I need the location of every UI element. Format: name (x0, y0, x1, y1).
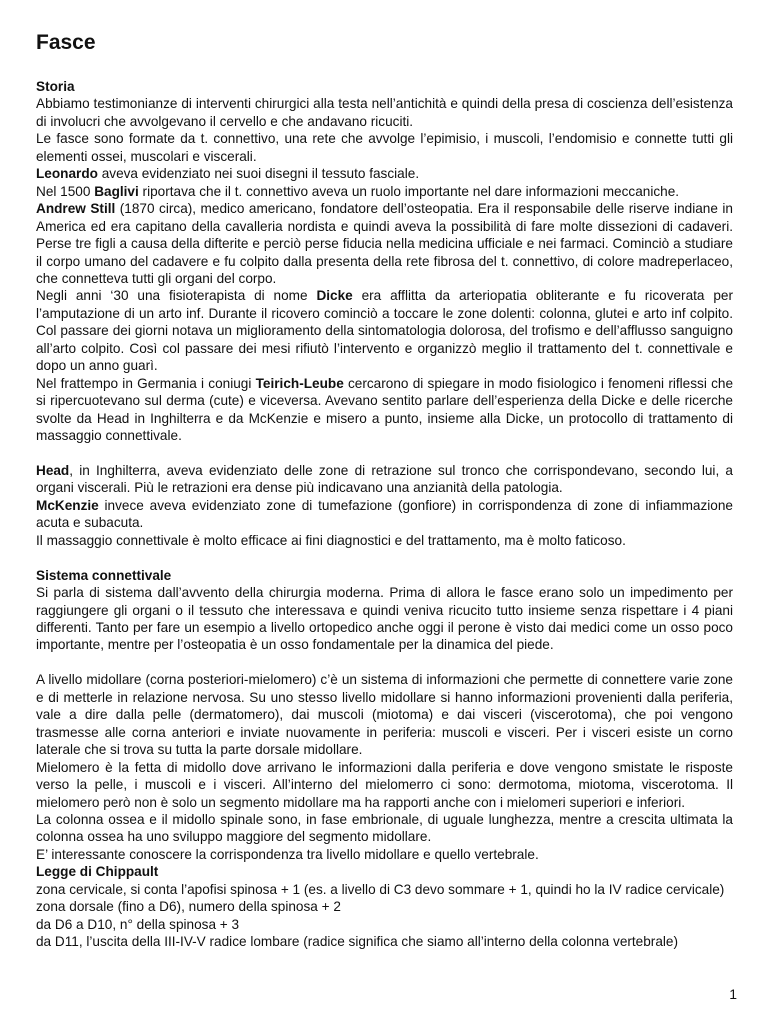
section-heading-storia: Storia (36, 79, 75, 94)
paragraph: E’ interessante conoscere la corrispondenza tra livello midollare e quello vertebrale. (36, 846, 539, 862)
section-gap (36, 549, 733, 566)
paragraph: Negli anni ‘30 una fisioterapista di nome Dicke era afflitta da arteriopatia obliterante e fu ricoverata per l’amputazione di un arto inf. Durante il ricovero cominciò a toccare le zone dolenti: colonna, glutei e arto inf colpito. Col passare dei giorni notava un miglioramento della sintomatologia dolorosa, del trofismo e dell’afflusso sanguigno all’arto colpito. Così col passare dei mesi rifiutò l’intervento e organizzò meglio il trattamento del t. connettivale e dopo un anno guarì. (36, 288, 733, 374)
paragraph: Abbiamo testimonianze di interventi chirurgici alla testa nell’antichità e quindi della presa di coscienza dell’esistenza di involucri che avvolgevano il cervello e che andavano ricuciti. (36, 96, 733, 129)
paragraph-gap (36, 445, 733, 462)
paragraph: Leonardo aveva evidenziato nei suoi disegni il tessuto fasciale. (36, 166, 420, 182)
document-page (36, 30, 733, 951)
list-item: da D11, l’uscita della III-IV-V radice lombare (radice significa che siamo all’interno della colonna vertebrale) (36, 934, 678, 950)
paragraph: Mielomero è la fetta di midollo dove arrivano le informazioni dalla periferia e dove vengono smistate le risposte verso la pelle, i muscoli e i visceri. All’interno del mielomerro ci sono: dermotoma, miotoma, viscerotoma. Il mielomero però non è solo un segmento midollare ma ha rapporti anche con i mielomeri superiori e inferiori. (36, 759, 733, 810)
list-item: zona cervicale, si conta l’apofisi spinosa + 1 (es. a livello di C3 devo sommare + 1, quindi ho la IV radice cervicale) (36, 881, 725, 897)
section-heading-chippault: Legge di Chippault (36, 864, 159, 880)
paragraph: Head, in Inghilterra, aveva evidenziato delle zone di retrazione sul tronco che corrispondevano, secondo lui, a organi viscerali. Più le retrazioni era dense più indicavano una anzianità della patologia. (36, 462, 733, 496)
name-head: Head (36, 462, 70, 478)
name-mckenzie: McKenzie (36, 497, 99, 513)
paragraph: McKenzie invece aveva evidenziato zone di tumefazione (gonfiore) in corrispondenza di zone di infiammazione acuta e subacuta. (36, 497, 733, 531)
list-item: zona dorsale (fino a D6), numero della spinosa + 2 (36, 899, 341, 915)
section-legge-di-chippault (36, 863, 733, 950)
section-sistema-connettivale (36, 567, 733, 864)
section-heading-sistema: Sistema connettivale (36, 567, 172, 583)
name-dicke: Dicke (316, 288, 353, 304)
name-teirich-leube: Teirich-Leube (255, 375, 344, 391)
paragraph: A livello midollare (corna posteriori-mielomero) c’è un sistema di informazioni che permette di connettere varie zone e di metterle in relazione nervosa. Su uno stesso livello midollare si hanno informazioni provenienti dalla periferia, vale a dire dalla pelle (dermatomero), dai muscoli (miotoma) e dai visceri (viscerotoma), che poi vengono trasmesse alle corna anteriori e inviate nuovamente in periferia: muscoli e visceri. Per i visceri esiste un corno laterale che si trova su tutta la parte dorsale midollare. (36, 672, 733, 758)
paragraph: Si parla di sistema dall’avvento della chirurgia moderna. Prima di allora le fasce erano solo un impedimento per raggiungere gli organi o il tessuto che interessava e quindi veniva ricucito tutto insieme senza rispettare i 4 piani differenti. Tanto per fare un esempio a livello ortopedico anche oggi il perone è visto dai medici come un osso poco importante, mentre per l’osteopatia è un osso fondamentale per la dinamica del piede. (36, 585, 733, 653)
paragraph: Nel 1500 Baglivi riportava che il t. connettivo aveva un ruolo importante nel dare informazioni meccaniche. (36, 183, 680, 199)
paragraph: Il massaggio connettivale è molto efficace ai fini diagnostici e del trattamento, ma è molto faticoso. (36, 532, 626, 548)
name-andrew-still: Andrew Still (36, 201, 116, 217)
paragraph: Nel frattempo in Germania i coniugi Teirich-Leube cercarono di spiegare in modo fisiologico i fenomeni riflessi che si ripercuotevano sul derma (cute) e viceversa. Avevano sentito parlare dell’esperienza della Dicke e delle ricerche svolte da Head in Inghilterra e da McKenzie e misero a punto, insieme alla Dicke, un protocollo di trattamento di massaggio connettivale. (36, 375, 733, 444)
name-leonardo: Leonardo (36, 166, 98, 182)
paragraph: La colonna ossea e il midollo spinale sono, in fase embrionale, di uguale lunghezza, mentre a crescita ultimata la colonna ossea ha uno sviluppo maggiore del segmento midollare. (36, 811, 733, 845)
name-baglivi: Baglivi (94, 183, 139, 199)
list-item: da D6 a D10, n° della spinosa + 3 (36, 916, 240, 932)
paragraph: Andrew Still (1870 circa), medico americano, fondatore dell’osteopatia. Era il responsabile delle riserve indiane in America ed era capitano della cavalleria nordista e quindi aveva la possibilità di fare molte dissezioni di cadaveri. Perse tre figli a causa della difterite e perciò perse fiducia nella medicina ufficiale e nei farmaci. Cominciò a studiare il corpo umano del cadavere e fu colpito dalla presenta della rete fibrosa del t. connettivo, di colore madreperlaceo, che connetteva tutti gli organi del corpo. (36, 201, 733, 286)
page-title: Fasce (36, 31, 96, 54)
paragraph-gap (36, 654, 733, 671)
page-number: 1 (729, 986, 737, 1002)
section-storia (36, 78, 733, 549)
paragraph: Le fasce sono formate da t. connettivo, una rete che avvolge l’epimisio, i muscoli, l’endomisio e connette tutti gli elementi ossei, muscolari e viscerali. (36, 131, 733, 164)
